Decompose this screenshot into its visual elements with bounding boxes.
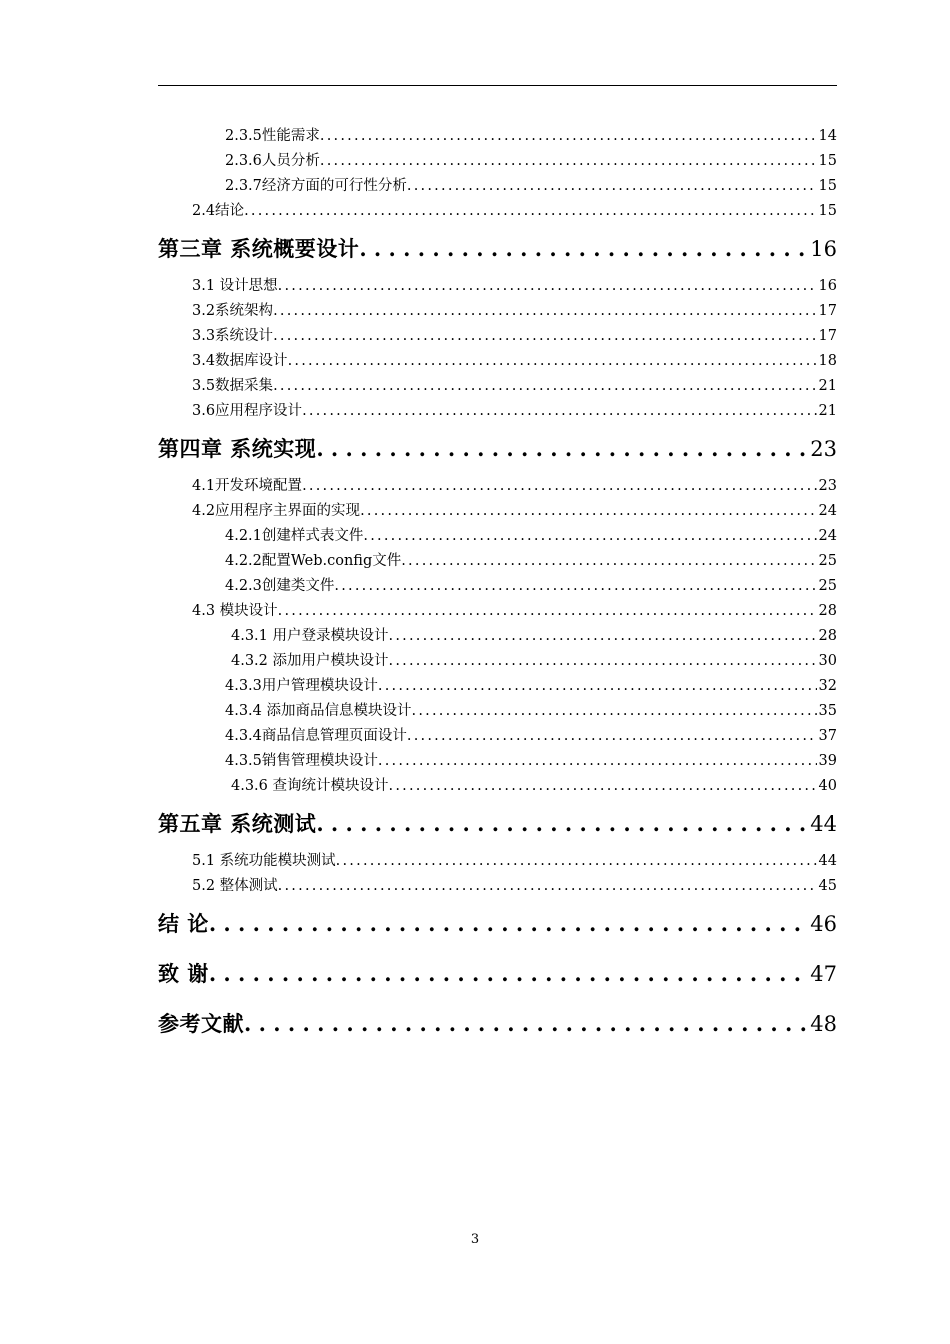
toc-entry[interactable] [158, 574, 837, 599]
toc-entry-page: 21 [818, 403, 837, 419]
toc-entry-page: 14 [818, 128, 837, 144]
toc-entry[interactable] [158, 849, 837, 874]
toc-entry[interactable] [158, 774, 837, 799]
dot-leader [334, 574, 817, 599]
toc-entry-page: 35 [818, 703, 837, 719]
dot-leader [302, 399, 817, 424]
toc-entry-page: 46 [810, 912, 837, 936]
dot-leader [302, 474, 817, 499]
toc-entry-page: 23 [818, 478, 837, 494]
toc-entry-title: 4.3.6 查询统计模块设计 [231, 778, 389, 794]
toc-entry[interactable] [158, 399, 837, 424]
toc-entry-page: 24 [818, 528, 837, 544]
dot-leader [316, 799, 810, 849]
toc-entry-title: 4.3.4商品信息管理页面设计 [225, 728, 407, 744]
toc-entry[interactable] [158, 699, 837, 724]
toc-entry-title: 3.4数据库设计 [192, 353, 288, 369]
toc-entry-title: 4.3.2 添加用户模块设计 [231, 653, 389, 669]
toc-entry-title: 3.2系统架构 [192, 303, 274, 319]
toc-entry-page: 25 [818, 578, 837, 594]
toc-entry-title: 结 论 [158, 912, 209, 936]
toc-entry[interactable] [158, 124, 837, 149]
toc-entry-page: 15 [818, 153, 837, 169]
dot-leader [278, 274, 817, 299]
dot-leader [378, 674, 817, 699]
dot-leader [278, 599, 817, 624]
toc-entry-title: 第三章 系统概要设计 [158, 237, 360, 261]
page-number: 3 [470, 1232, 480, 1247]
toc-entry-page: 44 [818, 853, 837, 869]
toc-entry-title: 4.3.5销售管理模块设计 [225, 753, 378, 769]
toc-entry-page: 15 [818, 203, 837, 219]
dot-leader [288, 349, 817, 374]
toc-entry-page: 17 [818, 303, 837, 319]
toc-entry-page: 16 [810, 237, 837, 261]
toc-entry[interactable] [158, 374, 837, 399]
toc-entry[interactable] [158, 674, 837, 699]
toc-entry-page: 17 [818, 328, 837, 344]
dot-leader [363, 524, 817, 549]
toc-entry-title: 4.1开发环境配置 [192, 478, 303, 494]
toc-entry-page: 39 [818, 753, 837, 769]
toc-entry-title: 2.3.7经济方面的可行性分析 [225, 178, 407, 194]
toc-entry-title: 4.2.2配置Web.config文件 [225, 553, 402, 569]
toc-entry-page: 47 [810, 962, 837, 986]
toc-entry-title: 第四章 系统实现 [158, 437, 317, 461]
toc-entry-title: 5.2 整体测试 [192, 878, 278, 894]
dot-leader [316, 424, 810, 474]
dot-leader [278, 874, 817, 899]
dot-leader [336, 849, 817, 874]
toc-entry[interactable] [158, 724, 837, 749]
table-of-contents [158, 124, 837, 1049]
toc-entry-page: 40 [818, 778, 837, 794]
dot-leader [273, 324, 817, 349]
toc-entry-title: 4.3.3用户管理模块设计 [225, 678, 378, 694]
toc-entry[interactable] [158, 549, 837, 574]
toc-entry-page: 48 [810, 1012, 837, 1036]
toc-entry[interactable] [158, 324, 837, 349]
toc-entry[interactable] [158, 299, 837, 324]
toc-entry-page: 37 [818, 728, 837, 744]
toc-entry-page: 28 [818, 628, 837, 644]
dot-leader [378, 749, 817, 774]
toc-entry-title: 4.3 模块设计 [192, 603, 278, 619]
toc-entry-title: 4.3.4 添加商品信息模块设计 [225, 703, 412, 719]
toc-chapter-entry[interactable] [158, 224, 837, 274]
toc-chapter-entry[interactable] [158, 999, 837, 1049]
dot-leader [389, 649, 817, 674]
toc-entry[interactable] [158, 174, 837, 199]
dot-leader [320, 124, 817, 149]
toc-entry-title: 3.1 设计思想 [192, 278, 278, 294]
toc-entry-page: 25 [818, 553, 837, 569]
toc-entry-page: 44 [810, 812, 837, 836]
dot-leader [209, 949, 810, 999]
dot-leader [389, 624, 817, 649]
toc-chapter-entry[interactable] [158, 899, 837, 949]
toc-entry[interactable] [158, 624, 837, 649]
toc-entry-title: 4.2.3创建类文件 [225, 578, 335, 594]
toc-entry-title: 致 谢 [158, 962, 209, 986]
toc-entry-title: 参考文献 [158, 1012, 244, 1036]
toc-entry-page: 18 [818, 353, 837, 369]
toc-entry-title: 4.2.1创建样式表文件 [225, 528, 364, 544]
toc-chapter-entry[interactable] [158, 799, 837, 849]
toc-entry-page: 23 [810, 437, 837, 461]
toc-entry[interactable] [158, 199, 837, 224]
toc-entry-title: 4.3.1 用户登录模块设计 [231, 628, 389, 644]
toc-entry-title: 3.6应用程序设计 [192, 403, 303, 419]
toc-entry-title: 2.3.6人员分析 [225, 153, 320, 169]
toc-entry-page: 15 [818, 178, 837, 194]
dot-leader [389, 774, 817, 799]
toc-entry[interactable] [158, 599, 837, 624]
dot-leader [407, 174, 817, 199]
dot-leader [273, 374, 817, 399]
toc-entry-page: 28 [818, 603, 837, 619]
toc-entry[interactable] [158, 274, 837, 299]
toc-entry[interactable] [158, 749, 837, 774]
toc-entry-page: 32 [818, 678, 837, 694]
toc-entry-page: 24 [818, 503, 837, 519]
dot-leader [244, 199, 817, 224]
toc-chapter-entry[interactable] [158, 424, 837, 474]
toc-entry-page: 21 [818, 378, 837, 394]
dot-leader [359, 224, 810, 274]
dot-leader [273, 299, 817, 324]
header-rule [158, 85, 837, 86]
toc-entry-title: 3.5数据采集 [192, 378, 274, 394]
toc-entry-page: 30 [818, 653, 837, 669]
toc-entry[interactable] [158, 349, 837, 374]
dot-leader [209, 899, 810, 949]
dot-leader [320, 149, 817, 174]
toc-entry[interactable] [158, 499, 837, 524]
toc-entry-title: 5.1 系统功能模块测试 [192, 853, 336, 869]
toc-entry-title: 4.2应用程序主界面的实现 [192, 503, 361, 519]
toc-entry[interactable] [158, 149, 837, 174]
toc-entry-page: 45 [818, 878, 837, 894]
dot-leader [401, 549, 817, 574]
toc-entry-page: 16 [818, 278, 837, 294]
toc-entry-title: 2.3.5性能需求 [225, 128, 320, 144]
toc-entry-title: 2.4结论 [192, 203, 245, 219]
dot-leader [360, 499, 817, 524]
toc-entry-title: 第五章 系统测试 [158, 812, 317, 836]
toc-chapter-entry[interactable] [158, 949, 837, 999]
dot-leader [407, 724, 817, 749]
toc-entry[interactable] [158, 474, 837, 499]
dot-leader [412, 699, 817, 724]
dot-leader [244, 999, 810, 1049]
toc-entry[interactable] [158, 874, 837, 899]
toc-entry[interactable] [158, 649, 837, 674]
toc-entry-title: 3.3系统设计 [192, 328, 274, 344]
toc-entry[interactable] [158, 524, 837, 549]
